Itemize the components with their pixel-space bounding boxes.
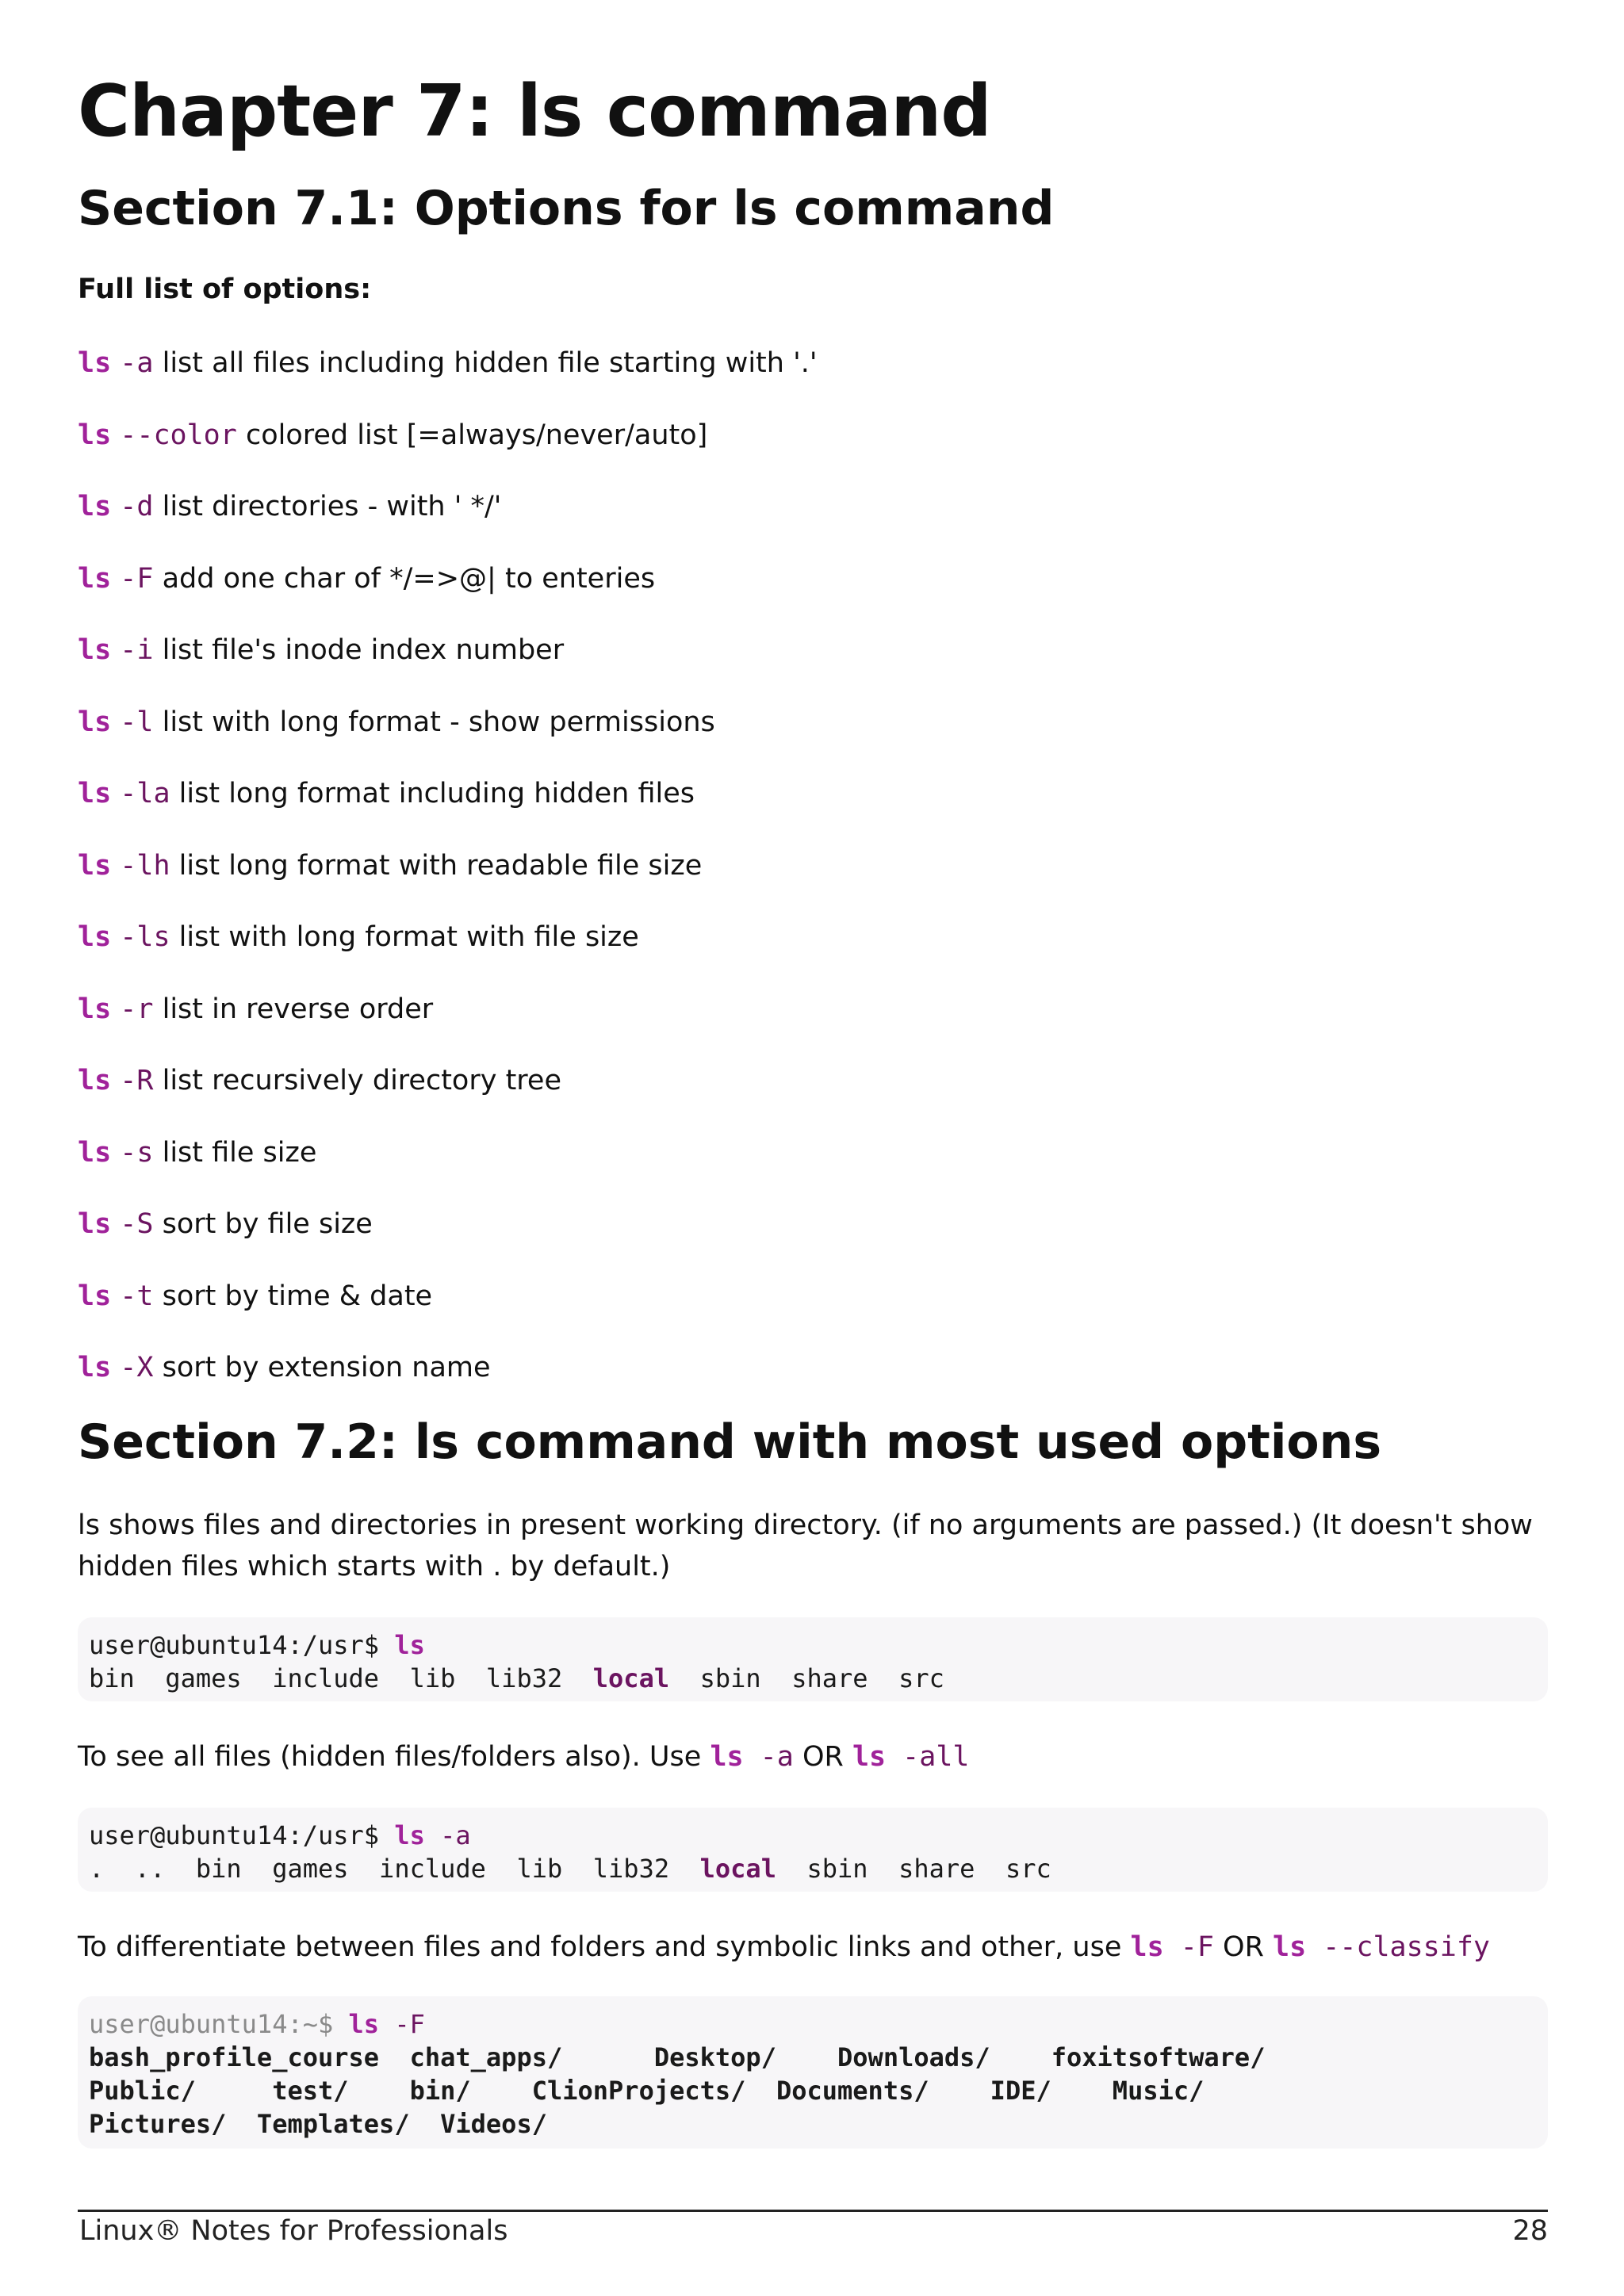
command: ls xyxy=(852,1741,887,1773)
option-command: ls xyxy=(78,491,112,522)
option-description: sort by time & date xyxy=(162,1280,433,1312)
option-flag: -s xyxy=(120,1136,154,1169)
footer-book-title: Linux® Notes for Professionals xyxy=(79,2215,508,2247)
option-command: ls xyxy=(78,1208,112,1240)
option-item xyxy=(78,1349,817,1421)
option-item xyxy=(78,918,817,990)
option-description: list long format including hidden files xyxy=(178,778,695,809)
option-description: list with long format - show permissions xyxy=(162,706,715,738)
option-description: sort by file size xyxy=(162,1208,373,1240)
option-item xyxy=(78,1277,817,1349)
output-line-2: Public/ test/ bin/ ClionProjects/ Documents/ IDE/ Music/ xyxy=(89,2076,1205,2106)
chapter-title: Chapter 7: ls command xyxy=(78,70,991,153)
flag: --classify xyxy=(1306,1931,1490,1963)
command: ls xyxy=(710,1741,744,1773)
section-7-1-title: Section 7.1: Options for ls command xyxy=(78,181,1055,236)
code-block-ls-F xyxy=(78,1996,1548,2149)
option-flag: -l xyxy=(120,706,154,738)
option-flag: -F xyxy=(120,562,154,595)
flag: -a xyxy=(424,1820,471,1850)
footer-divider xyxy=(78,2210,1548,2212)
option-description: list file's inode index number xyxy=(162,634,565,666)
option-command: ls xyxy=(78,706,112,738)
option-description: add one char of */=>@| to enteries xyxy=(162,562,656,595)
option-item xyxy=(78,990,817,1062)
options-list xyxy=(78,344,817,1421)
option-command: ls xyxy=(78,1352,112,1383)
command: ls xyxy=(348,2009,380,2039)
option-flag: -X xyxy=(120,1352,154,1383)
option-command: ls xyxy=(78,849,112,882)
option-item xyxy=(78,775,817,847)
options-intro: Full list of options: xyxy=(78,274,372,305)
prompt: user@ubuntu14:/usr$ xyxy=(89,1630,395,1660)
or-text: OR xyxy=(1213,1931,1274,1963)
option-item xyxy=(78,631,817,703)
option-command: ls xyxy=(78,347,112,379)
output: sbin share src xyxy=(669,1663,944,1693)
option-item xyxy=(78,703,817,775)
option-flag: -i xyxy=(120,634,154,666)
intro-paragraph: ls shows files and directories in present working directory. (if no arguments are passed.) (It doesn't show hidden files which starts with . by default.) xyxy=(78,1510,1533,1582)
flag: -all xyxy=(886,1741,970,1773)
option-item xyxy=(78,560,817,632)
option-description: colored list [=always/never/auto] xyxy=(245,419,708,451)
hidden-files-paragraph xyxy=(78,1736,1545,1777)
or-text: OR xyxy=(793,1741,852,1773)
option-item xyxy=(78,847,817,919)
section-7-2-title: Section 7.2: ls command with most used options xyxy=(78,1414,1382,1470)
output-line-1: bash_profile_course chat_apps/ Desktop/ Downloads/ foxitsoftware/ xyxy=(89,2042,1266,2072)
option-flag: -a xyxy=(120,347,154,379)
option-flag: -ls xyxy=(120,921,170,953)
footer-page-number: 28 xyxy=(1512,2215,1548,2247)
dir-local: local xyxy=(592,1663,670,1693)
para-text: To differentiate between files and folders and symbolic links and other, use xyxy=(78,1931,1131,1963)
option-item xyxy=(78,344,817,416)
option-command: ls xyxy=(78,993,112,1025)
option-command: ls xyxy=(78,1280,112,1312)
option-flag: -t xyxy=(120,1280,154,1312)
option-flag: -lh xyxy=(120,849,170,882)
output-line-3: Pictures/ Templates/ Videos/ xyxy=(89,2109,547,2139)
prompt: user@ubuntu14:/usr$ xyxy=(89,1820,395,1850)
option-item xyxy=(78,1134,817,1206)
option-description: list all files including hidden file starting with '.' xyxy=(162,347,818,379)
output: sbin share src xyxy=(776,1854,1051,1884)
option-description: sort by extension name xyxy=(162,1352,491,1383)
flag: -F xyxy=(379,2009,425,2039)
option-item xyxy=(78,1205,817,1277)
option-flag: -S xyxy=(120,1208,154,1240)
option-flag: -R xyxy=(120,1065,154,1096)
option-command: ls xyxy=(78,921,112,953)
option-command: ls xyxy=(78,562,112,595)
option-command: ls xyxy=(78,778,112,809)
command: ls xyxy=(1130,1931,1164,1963)
option-description: list long format with readable file size xyxy=(178,849,703,882)
option-flag: -r xyxy=(120,993,154,1025)
output: . .. bin games include lib lib32 xyxy=(89,1854,700,1884)
command: ls xyxy=(394,1820,425,1850)
code-block-ls-a xyxy=(78,1808,1548,1892)
option-item xyxy=(78,416,817,488)
prompt: user@ubuntu14:~$ xyxy=(89,2009,349,2039)
output: bin games include lib lib32 xyxy=(89,1663,593,1693)
option-command: ls xyxy=(78,419,112,451)
flag: -F xyxy=(1163,1931,1214,1963)
option-description: list directories - with ' */' xyxy=(162,491,502,522)
command: ls xyxy=(1273,1931,1307,1963)
option-flag: -la xyxy=(120,778,170,809)
option-item xyxy=(78,1062,817,1134)
option-command: ls xyxy=(78,1065,112,1096)
option-command: ls xyxy=(78,634,112,666)
option-description: list with long format with file size xyxy=(178,921,639,953)
option-description: list recursively directory tree xyxy=(162,1065,561,1096)
option-command: ls xyxy=(78,1136,112,1169)
option-description: list in reverse order xyxy=(162,993,434,1025)
code-block-ls xyxy=(78,1617,1548,1701)
classify-paragraph xyxy=(78,1927,1545,1968)
option-flag: -d xyxy=(120,491,154,522)
option-flag: --color xyxy=(120,419,237,451)
option-description: list file size xyxy=(162,1136,317,1169)
para-text: To see all files (hidden files/folders also). Use xyxy=(78,1741,710,1773)
option-item xyxy=(78,488,817,560)
flag: -a xyxy=(743,1741,794,1773)
dir-local: local xyxy=(699,1854,776,1884)
command: ls xyxy=(394,1630,425,1660)
